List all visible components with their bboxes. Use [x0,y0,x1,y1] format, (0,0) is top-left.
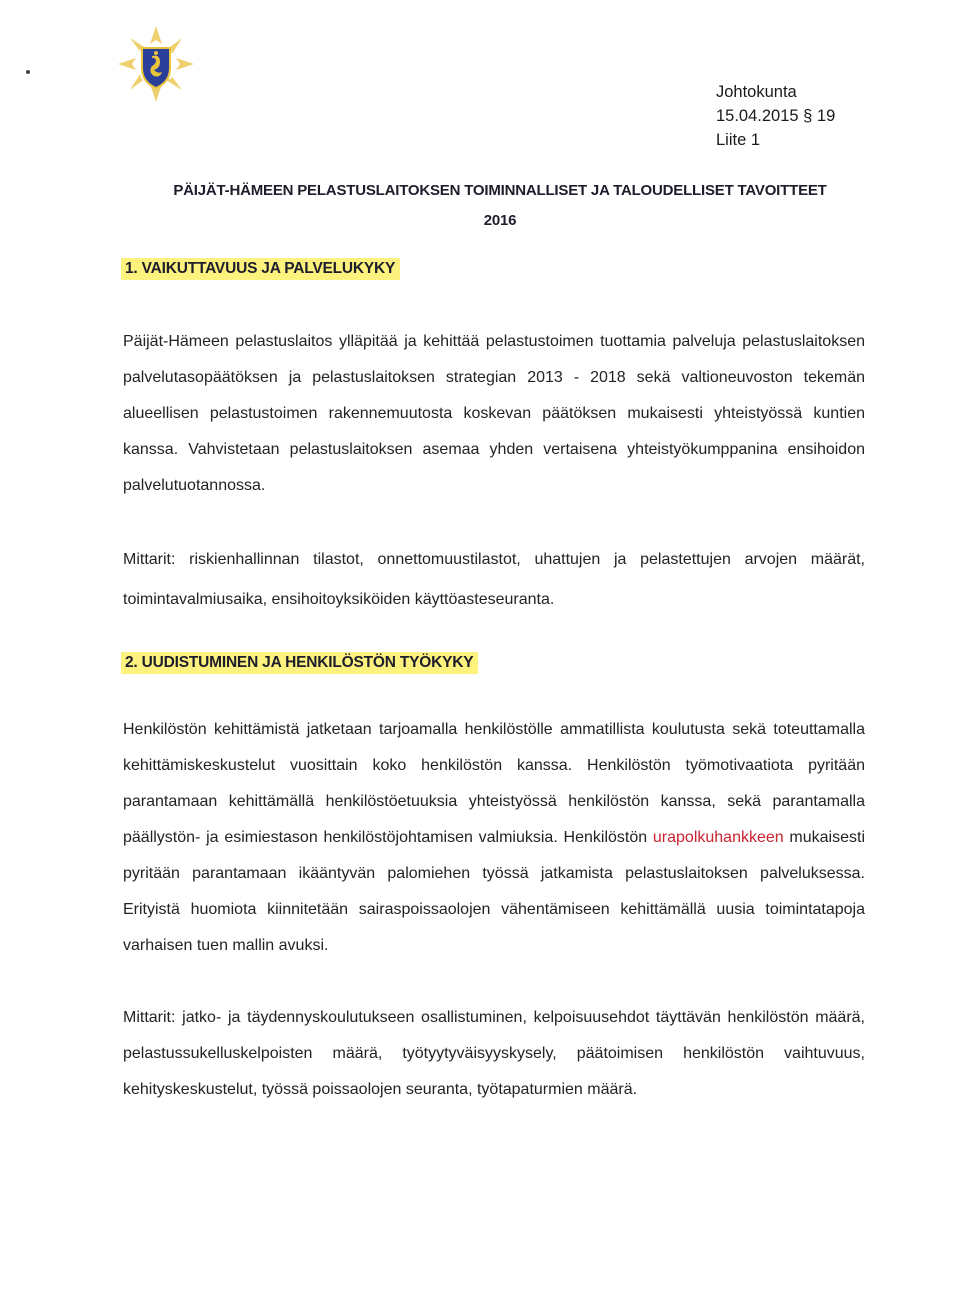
section-2-metrics: Mittarit: jatko- ja täydennyskoulutukseen osallistuminen, kelpoisuusehdot täyttävän henkilöstön määrä, pelastussukelluskelpoisten määrä, työtyytyväisyyskysely, päätoimisen henkilöstön vaihtuvuus, kehityskeskustelut, työssä poissaolojen seuranta, työtapaturmien määrä. [123,1009,865,1098]
section-2-body-part-1: Henkilöstön kehittämistä jatketaan tarjoamalla henkilöstölle ammatillista koulutusta sekä toteuttamalla kehittämiskeskustelut vuosittain koko henkilöstön kanssa. Henkilöstön työmotivaatiota pyritään parantamaan kehittämällä henkilöstöetuuksia yhteistyössä henkilöstön kanssa, sekä parantamalla päällystön- ja esimiestason henkilöstöjohtamisen valmiuksia. Henkilöstön [123,721,865,846]
organization-unit: Johtokunta [716,83,797,101]
document-title [120,176,880,236]
document-title-line-1: PÄIJÄT-HÄMEEN PELASTUSLAITOKSEN TOIMINNALLISET JA TALOUDELLISET TAVOITTEET [173,182,827,199]
attachment-label: Liite 1 [716,131,761,149]
meeting-reference [716,80,835,152]
meeting-date: 15.04.2015 § 19 [716,107,836,125]
section-1-body: Päijät-Hämeen pelastuslaitos ylläpitää ja kehittää pelastustoimen tuottamia palveluja pelastuslaitoksen palvelutasopäätöksen ja pelastuslaitoksen strategian 2013 - 2018 sekä valtioneuvoston tekemän alueellisen pelastustoimen rakennemuutosta koskevan päätöksen mukaisesti yhteistyössä kuntien kanssa. Vahvistetaan pelastuslaitoksen asemaa yhden vertaisena yhteistyökumppanina ensihoidon palvelutuotannossa. [123,333,865,494]
highlighted-project-term: urapolkuhankkeen [652,829,784,846]
section-2-body [123,712,865,964]
document-title-line-2: 2016 [483,212,517,229]
section-2-heading: 2. UUDISTUMINEN JA HENKILÖSTÖN TYÖKYKY [121,652,478,674]
rescue-department-emblem-icon [116,24,196,104]
section-1-heading: 1. VAIKUTTAVUUS JA PALVELUKYKY [121,258,400,280]
section-2-body-part-2: mukaisesti pyritään parantamaan ikääntyvän palomiehen työssä jatkamista pelastuslaitoksen palveluksessa. Erityistä huomiota kiinnitetään sairaspoissaolojen vähentämiseen kehittämällä uusia toimintatapoja varhaisen tuen mallin avuksi. [123,829,866,954]
scan-dot [26,70,30,74]
section-1-metrics: Mittarit: riskienhallinnan tilastot, onnettomuustilastot, uhattujen ja pelastettujen arvojen määrät, toimintavalmiusaika, ensihoitoyksiköiden käyttöasteseuranta. [123,551,865,608]
